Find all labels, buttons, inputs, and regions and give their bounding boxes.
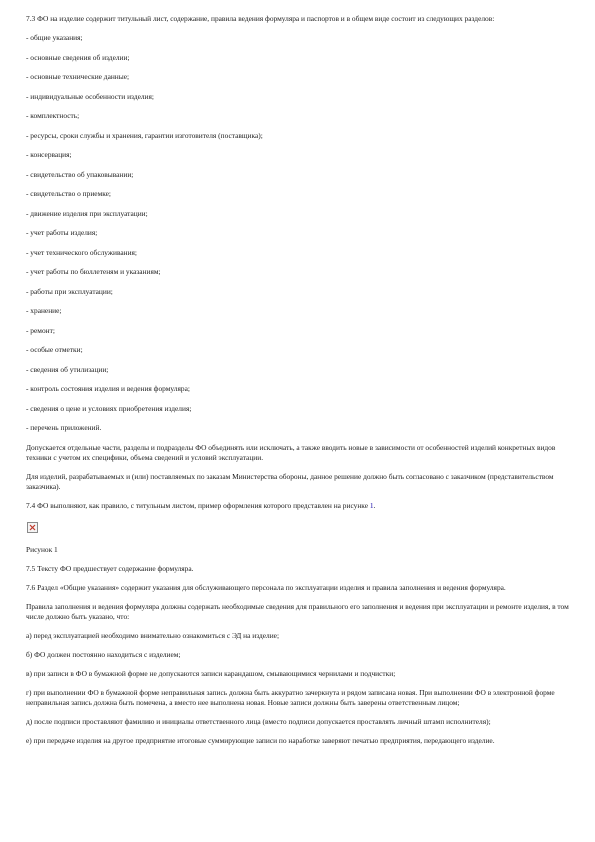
list-item: а) перед эксплуатацией необходимо внимательно ознакомиться с ЭД на изделие; (26, 630, 280, 640)
list-item: в) при записи в ФО в бумажной форме не допускаются записи карандашом, смывающимися чернилами и подчистки; (26, 668, 396, 678)
list-item: - движение изделия при эксплуатации; (26, 208, 148, 218)
figure-1-link[interactable]: 1 (369, 500, 374, 510)
list-item: - учет работы изделия; (26, 228, 98, 237)
list-item: г) при выполнении ФО в бумажной форме неправильная запись должна быть аккуратно зачеркнута и рядом записана новая. При выполнении ФО в электронной форме неправильная запись должна быть помечена, а вместо нее выполнена новая. Новые записи должны быть заверены ответственным лицом; (26, 687, 555, 707)
broken-image-icon (27, 522, 38, 533)
list-item: - сведения об утилизации; (26, 364, 109, 374)
list-item: - основные технические данные; (26, 72, 130, 81)
sections-list (26, 33, 570, 433)
list-item: - работы при эксплуатации; (26, 286, 113, 296)
list-item: - индивидуальные особенности изделия; (26, 91, 154, 101)
list-item: - ремонт; (26, 325, 55, 335)
list-item: е) при передаче изделия на другое предприятие итоговые суммирующие записи по наработке заверяют печатью предприятия, передающего изделие. (26, 735, 495, 745)
paragraph-mod-approval: Для изделий, разрабатываемых и (или) поставляемых по заказам Министерства обороны, данное решение должно быть согласовано с заказчиком (представительством заказчика). (26, 471, 554, 491)
list-item: д) после подписи проставляют фамилию и инициалы ответственного лица (вместо подписи допускается проставлять личный штамп исполнителя); (26, 716, 491, 726)
list-item: - ресурсы, сроки службы и хранения, гарантии изготовителя (поставщика); (26, 130, 263, 140)
list-item: - учет работы по бюллетеням и указаниям; (26, 267, 161, 276)
list-item: - учет технического обслуживания; (26, 247, 137, 257)
section-7-4-end: . (373, 500, 376, 510)
list-item: - основные сведения об изделии; (26, 52, 130, 62)
section-7-4 (26, 501, 570, 511)
figure-1 (26, 520, 570, 545)
section-7-6: 7.6 Раздел «Общие указания» содержит указания для обслуживающего персонала по эксплуатации изделия и правила заполнения и ведения формуляра. (26, 582, 506, 592)
list-item: - хранение; (26, 306, 62, 315)
list-item: - контроль состояния изделия и ведения формуляра; (26, 384, 190, 393)
list-item: - консервация; (26, 150, 72, 159)
list-item: - свидетельство об упаковывании; (26, 169, 134, 179)
document-body (26, 14, 570, 755)
paragraph-permitted-changes: Допускается отдельные части, разделы и подразделы ФО объединять или исключать, а также вводить новые в зависимости от особенностей изделий конкретных видов техники с учетом их специфики, объема сведений и условий эксплуатации. (26, 442, 556, 462)
list-item: - сведения о цене и условиях приобретения изделия; (26, 403, 192, 413)
list-item: - перечень приложений. (26, 423, 102, 432)
list-item: - общие указания; (26, 33, 83, 42)
list-item: - особые отметки; (26, 345, 83, 354)
section-7-3: 7.3 ФО на изделие содержит титульный лист, содержание, правила ведения формуляра и паспортов и в общем виде состоит из следующих разделов: (26, 14, 495, 23)
section-7-5: 7.5 Тексту ФО предшествует содержание формуляра. (26, 563, 194, 573)
section-7-4-text: 7.4 ФО выполняют, как правило, с титульным листом, пример оформления которого представлен на рисунке (26, 500, 370, 510)
paragraph-rules: Правила заполнения и ведения формуляра должны содержать необходимые сведения для правильного его заполнения и ведения при эксплуатации и ремонте изделия, в том числе должно быть указано, что: (26, 601, 569, 621)
rules-list (26, 631, 570, 746)
list-item: б) ФО должен постоянно находиться с изделием; (26, 649, 181, 659)
list-item: - комплектность; (26, 111, 80, 120)
figure-caption: Рисунок 1 (26, 544, 58, 554)
list-item: - свидетельство о приемке; (26, 189, 111, 198)
